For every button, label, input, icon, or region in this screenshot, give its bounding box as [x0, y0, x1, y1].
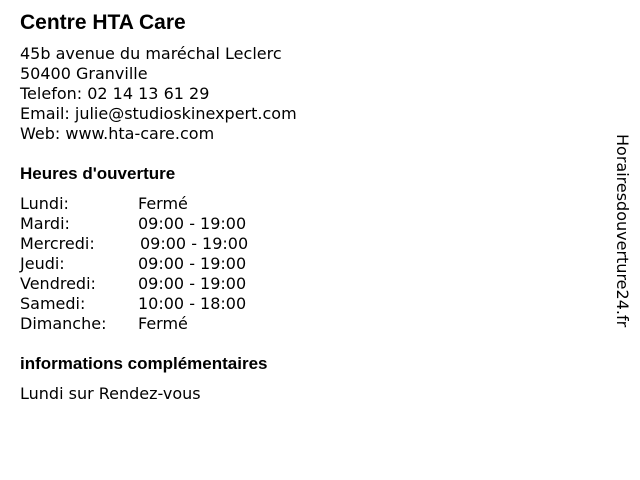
hours-row-lundi — [20, 194, 320, 214]
day-hours: 09:00 - 19:00 — [138, 254, 247, 273]
day-label: Vendredi: — [20, 274, 96, 293]
contact-block — [20, 44, 297, 144]
hours-row-samedi — [20, 294, 320, 314]
address-line-1: 45b avenue du maréchal Leclerc — [20, 44, 282, 63]
opening-hours-heading: Heures d'ouverture — [20, 164, 176, 183]
day-label: Dimanche: — [20, 314, 107, 333]
day-label: Samedi: — [20, 294, 86, 313]
hours-row-mercredi — [20, 234, 320, 254]
address-line-2: 50400 Granville — [20, 64, 148, 83]
day-hours: 10:00 - 18:00 — [138, 294, 247, 313]
day-hours: 09:00 - 19:00 — [138, 274, 247, 293]
phone-line: Telefon: 02 14 13 61 29 — [20, 84, 210, 103]
day-label: Mardi: — [20, 214, 70, 233]
site-watermark: Horairesdouverture24.fr — [613, 134, 632, 328]
business-name: Centre HTA Care — [20, 11, 186, 34]
opening-hours-table — [20, 194, 320, 334]
day-label: Jeudi: — [20, 254, 65, 273]
day-hours: Fermé — [138, 194, 188, 213]
day-label: Lundi: — [20, 194, 69, 213]
hours-row-mardi — [20, 214, 320, 234]
hours-row-dimanche — [20, 314, 320, 334]
web-line: Web: www.hta-care.com — [20, 124, 215, 143]
day-hours: Fermé — [138, 314, 188, 333]
day-label: Mercredi: — [20, 234, 95, 253]
additional-info-text: Lundi sur Rendez-vous — [20, 384, 201, 403]
email-line: Email: julie@studioskinexpert.com — [20, 104, 297, 123]
hours-row-vendredi — [20, 274, 320, 294]
day-hours: 09:00 - 19:00 — [140, 234, 249, 253]
hours-row-jeudi — [20, 254, 320, 274]
additional-info-heading: informations complémentaires — [20, 354, 268, 373]
day-hours: 09:00 - 19:00 — [138, 214, 247, 233]
